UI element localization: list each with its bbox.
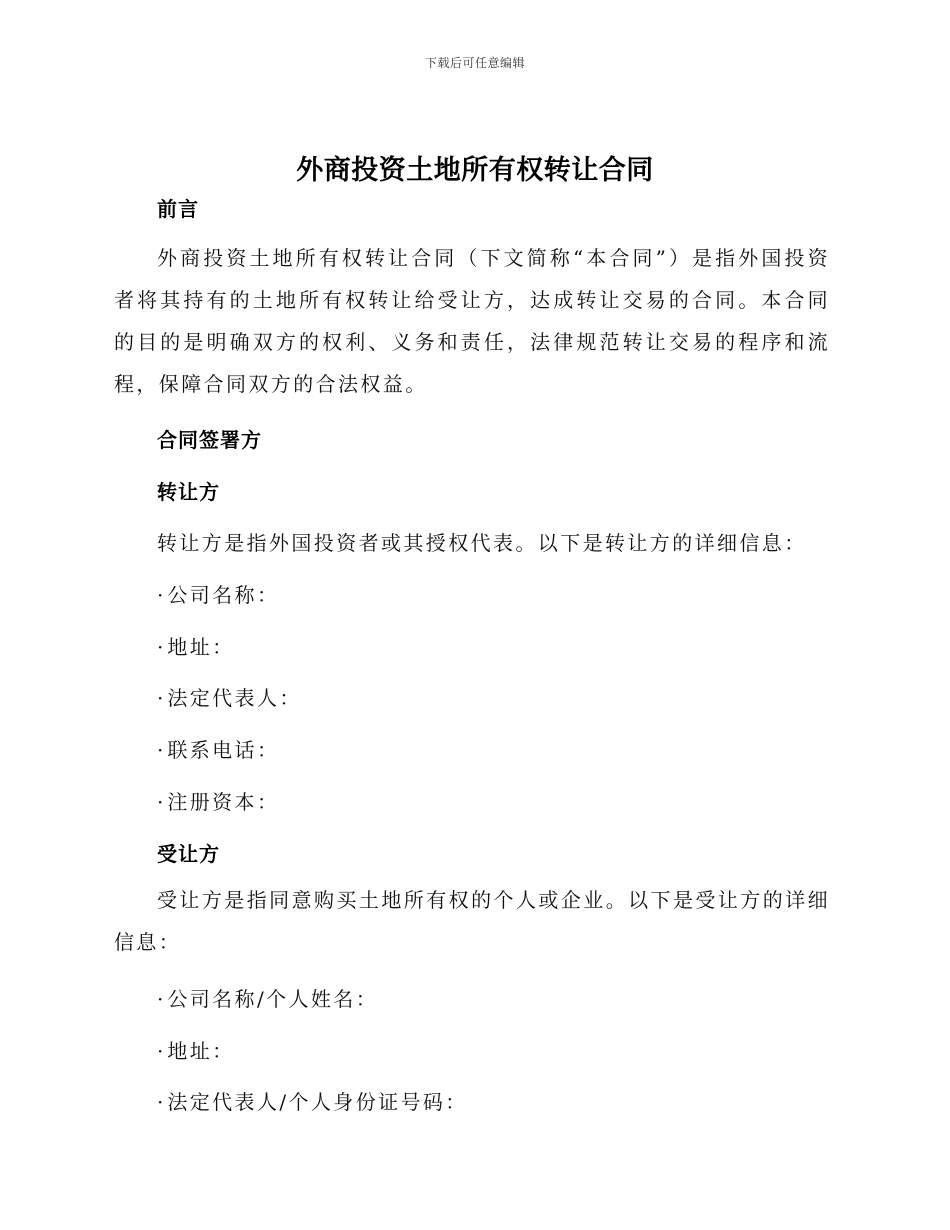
bullet-dot: · (157, 583, 164, 607)
bullet-dot: · (157, 1039, 164, 1063)
signatories-heading: 合同签署方 (157, 428, 262, 452)
transferor-field-capital: 注册资本： (167, 790, 280, 814)
document-title: 外商投资土地所有权转让合同 (296, 155, 654, 186)
transferee-heading: 受让方 (157, 842, 220, 866)
transferee-field-id: 法定代表人/个人身份证号码： (167, 1090, 468, 1114)
list-item (157, 682, 302, 711)
preface-heading: 前言 (157, 197, 199, 221)
transferor-heading: 转让方 (157, 480, 220, 504)
list-item (157, 579, 279, 608)
list-item (157, 1086, 468, 1115)
list-item (157, 786, 279, 815)
list-item (157, 1035, 235, 1064)
transferor-field-company: 公司名称： (167, 583, 280, 607)
bullet-dot: · (157, 1090, 164, 1114)
transferor-intro: 转让方是指外国投资者或其授权代表。以下是转让方的详细信息： (157, 531, 807, 555)
transferor-field-legal-rep: 法定代表人： (167, 686, 302, 710)
list-item (157, 734, 279, 763)
list-item (157, 983, 378, 1012)
bullet-dot: · (157, 987, 164, 1011)
transferee-field-name: 公司名称/个人姓名： (167, 987, 379, 1011)
bullet-dot: · (157, 738, 164, 762)
transferor-field-phone: 联系电话： (167, 738, 280, 762)
transferee-field-address: 地址： (167, 1039, 235, 1063)
header-note: 下载后可任意编辑 (424, 56, 525, 70)
list-item (157, 631, 235, 660)
transferee-intro: 受让方是指同意购买土地所有权的个人或企业。以下是受让方的详细信息： (114, 888, 830, 954)
preface-paragraph: 外商投资土地所有权转让合同（下文简称“本合同”）是指外国投资者将其持有的土地所有权转让给受让方，达成转让交易的合同。本合同的目的是明确双方的权利、义务和责任，法律规范转让交易的程序和流程，保障合同双方的合法权益。 (114, 246, 830, 396)
bullet-dot: · (157, 635, 164, 659)
bullet-dot: · (157, 686, 164, 710)
bullet-dot: · (157, 790, 164, 814)
transferor-field-address: 地址： (167, 635, 235, 659)
